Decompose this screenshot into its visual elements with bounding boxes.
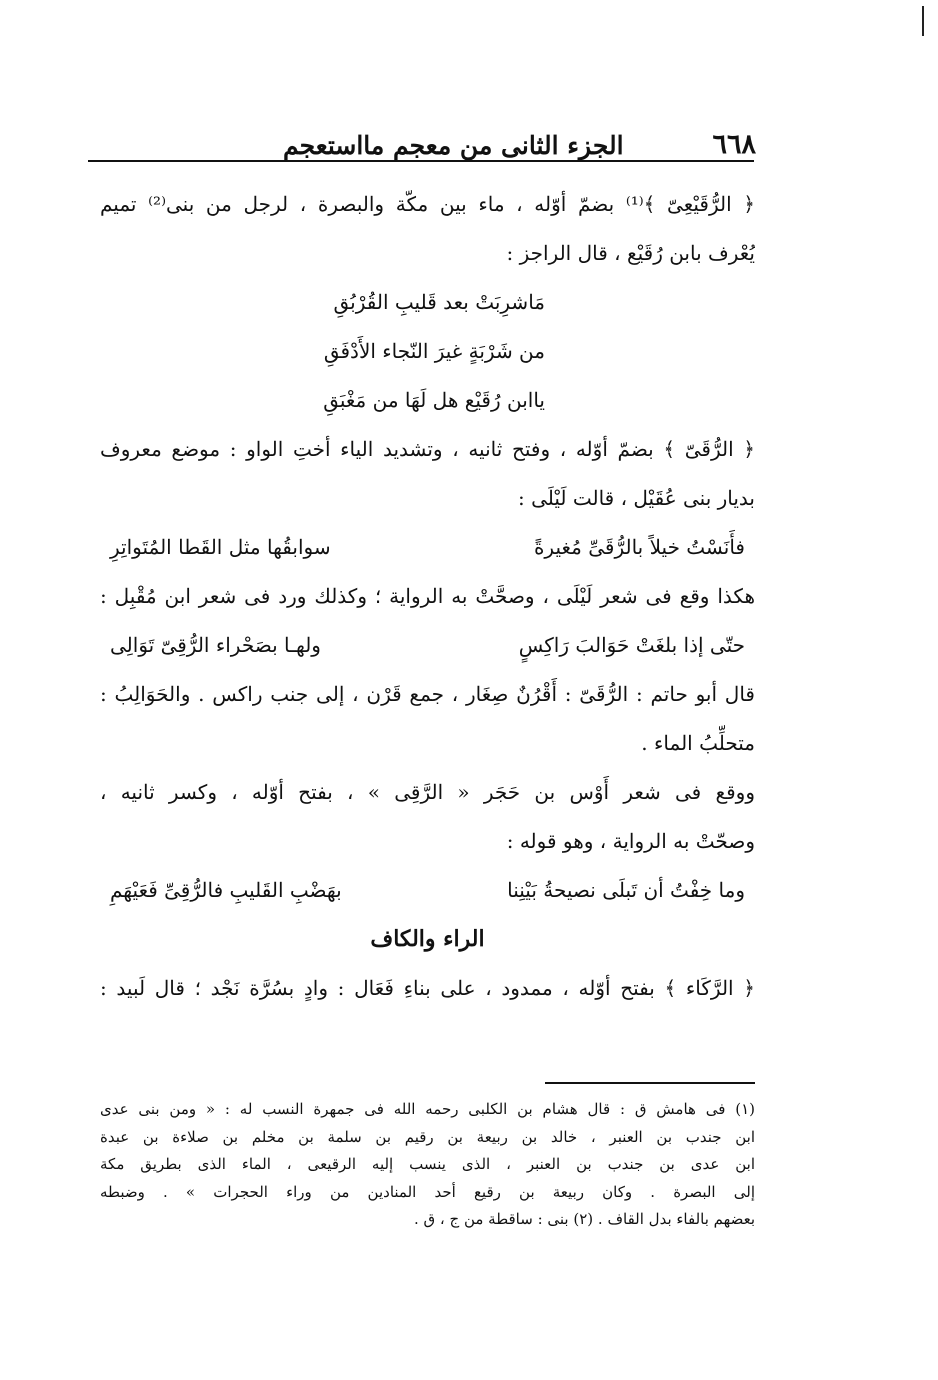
text-line: وصحّتْ به الرواية ، وهو قوله : — [506, 829, 755, 853]
verse-couplet — [100, 866, 755, 915]
verse-line: من شَرْبَةٍ غيرَ النّجاء الأَدْفَقِ — [323, 339, 545, 363]
footnotes — [100, 1096, 755, 1234]
running-title: الجزء الثانى من معجم مااستعجم — [283, 131, 624, 160]
main-text — [100, 180, 755, 1013]
verse-hemistich: سوابقُها مثل القَطا المُتَواتِرِ — [110, 535, 331, 559]
verse-line: ياابن رُقَيْع هل لَهَا من مَغْبَقِ — [323, 388, 545, 412]
footnote-line: إلى البصرة . وكان ربيعة بن رقيع أحد المنادين من وراء الحجرات » . وضبطه — [100, 1182, 755, 1201]
text-line: بديار بنى عُقَيْل ، قالت لَيْلَى : — [517, 486, 755, 510]
text-line: هكذا وقع فى شعر لَيْلَى ، وصحَّتْ به الرواية ؛ وكذلك ورد فى شعر ابن مُقْبِل : — [100, 584, 755, 608]
footnote-line: ابن جندب بن العنبر ، خالد بن ربيعة بن رقيم بن سلمة بن مخلم بن صلاءة بن عبدة — [100, 1127, 755, 1146]
text-line: متحلِّبُ الماء . — [641, 731, 755, 755]
page-number: ٦٦٨ — [712, 129, 756, 160]
verse-hemistich: ولهـا بصَحْراء الرُّقِىّ تَوَالِى — [110, 633, 321, 657]
verse-line: مَاشرِبَتْ بعد قَليبِ القُرْبُقِ — [333, 290, 545, 314]
verse-hemistich: فأَنَسْتُ خيلاً بالرُّقَىِّ مُغيرةً — [533, 535, 745, 559]
footnote-rule — [545, 1082, 755, 1084]
footnote-line: بعضهم بالفاء بدل القاف . (٢) بنى : ساقطة من ج ، ق . — [413, 1210, 755, 1228]
text-line: ووقع فى شعر أَوْس بن حَجَر « الرَّقِى » ، بفتح أوّله ، وكسر ثانيه ، — [100, 780, 755, 804]
verse-hemistich: بهَضْبِ القَليبِ فالرُّقِىِّ فَعَيْهَمِ — [110, 878, 342, 902]
section-heading: الراء والكاف — [370, 926, 485, 952]
verse-hemistich: وما خِفْتُ أن تَبلَى نصيحةُ بَيْنِنا — [507, 878, 745, 902]
verse-couplet — [100, 621, 755, 670]
text-line: قال أبو حاتم : الرُّقَىّ : أَقْرُنٌ صِغَار ، جمع قَرْن ، إلى جنب راكس . والحَوَالِبُ : — [100, 682, 755, 706]
text-line: ﴿ الرَّكَاء ﴾ بفتح أوّله ، ممدود ، على بناءِ فَعَال : وادٍ بسُرَّة نَجْد ؛ قال لَبيد : — [100, 976, 755, 1000]
text-line: يُعْرف بابن رُقَيْع ، قال الراجز : — [506, 241, 755, 265]
page-edge-mark — [922, 6, 924, 36]
header-rule — [88, 160, 754, 162]
verse-couplet — [100, 523, 755, 572]
text-line: ﴿ الرُّقَىّ ﴾ بضمّ أوّله ، وفتح ثانيه ، وتشديد الياء أختِ الواو : موضع معروف — [100, 437, 755, 461]
verse-hemistich: حتّى إذا بلغَتْ حَوَالبَ رَاكِسٍ — [518, 633, 745, 657]
text-line: ﴿ الرُّقَيْعِىّ ﴾⁽¹⁾ بضمّ أوّله ، ماء بين مكّة والبصرة ، لرجل من بنى⁽²⁾ تميم — [100, 192, 755, 216]
footnote-line: ابن عدى بن جندب بن العنبر ، الذى ينسب إليه الرقيعى ، الماء الذى بطريق مكة — [100, 1155, 755, 1173]
footnote-line: (١) فى هامش ق : قال هشام بن الكلبى رحمه الله فى جمهرة النسب له : « ومن بنى عدى — [100, 1100, 755, 1118]
page-header — [88, 108, 756, 160]
